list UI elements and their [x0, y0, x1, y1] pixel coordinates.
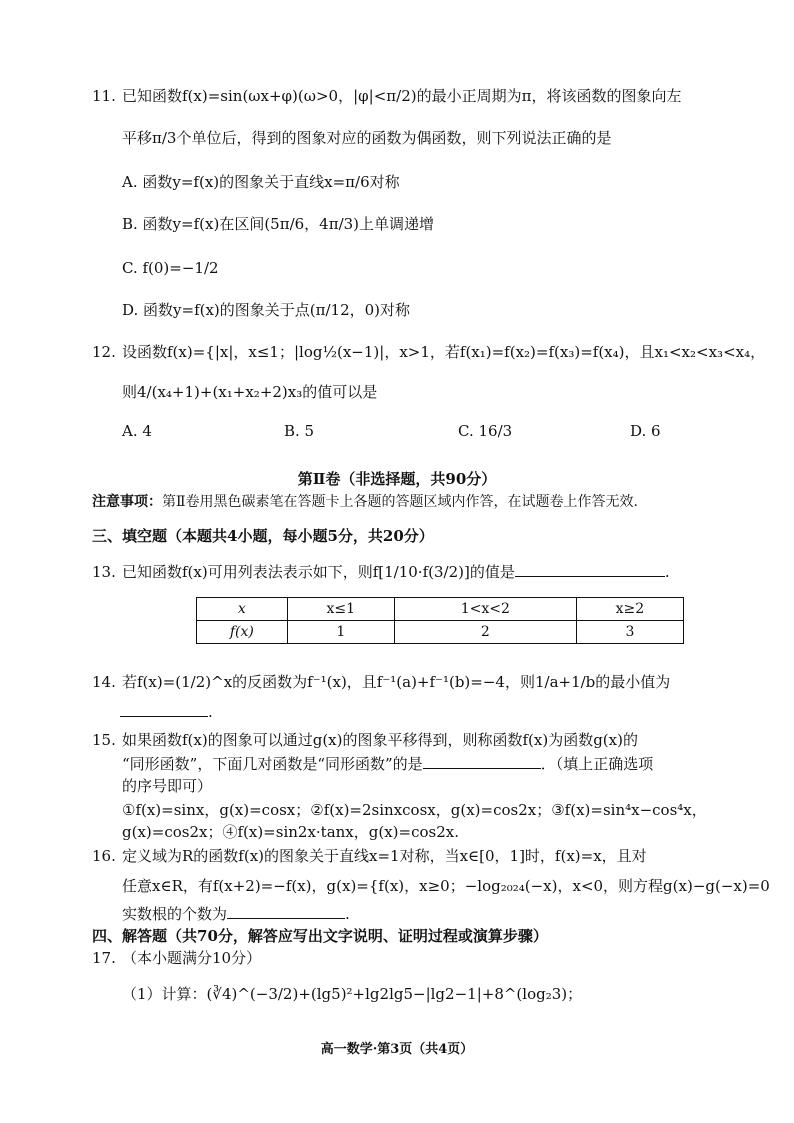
notice-text: 第Ⅱ卷用黑色碳素笔在答题卡上各题的答题区域内作答，在试题卷上作答无效. — [162, 494, 638, 510]
q16-line1-text: 定义域为R的函数f(x)的图象关于直线x=1对称，当x∈[0，1]时，f(x)=x，且对 — [122, 847, 647, 865]
q16-answer-blank — [227, 904, 345, 919]
q16-number: 16. — [92, 847, 116, 865]
table-row-label: f(x) — [197, 621, 288, 644]
q15-line4: ①f(x)=sinx，g(x)=cosx；②f(x)=2sinxcosx，g(x)=cos2x；③f(x)=sin⁴x−cos⁴x， — [122, 801, 707, 819]
q17-part1: （1）计算：(∛4)^(−3/2)+(lg5)²+lg2lg5−|lg2−1|+8^(log₂3)； — [122, 985, 583, 1003]
q11-stem-line1 — [92, 84, 764, 108]
q11-option-c: C. f(0)=−1/2 — [122, 259, 219, 277]
q16-line3-text: 实数根的个数为 — [122, 905, 228, 923]
q14-stem — [92, 670, 764, 694]
q16-line1 — [92, 844, 764, 868]
q17-number: 17. — [92, 949, 116, 967]
q14-stem-text: 若f(x)=(1/2)^x的反函数为f⁻¹(x)，且f⁻¹(a)+f⁻¹(b)=−4，则1/a+1/b的最小值为 — [122, 673, 671, 691]
q11-option-b: B. 函数y=f(x)在区间(5π/6，4π/3)上单调递增 — [122, 215, 435, 233]
table-header-col1: x≤1 — [287, 598, 394, 621]
q11-option-d: D. 函数y=f(x)的图象关于点(π/12，0)对称 — [122, 301, 411, 319]
q13-function-table — [196, 597, 684, 644]
q13-answer-blank — [515, 562, 665, 577]
q14-answer-blank — [120, 702, 208, 717]
q14-answer-line: . — [120, 700, 764, 724]
q12-option-a: A. 4 — [122, 422, 152, 440]
q15-line2 — [122, 752, 764, 776]
page-footer: 高一数学·第3页（共4页） — [320, 1042, 474, 1057]
q15-line1-text: 如果函数f(x)的图象可以通过g(x)的图象平移得到，则称函数f(x)为函数g(x)的 — [122, 731, 638, 749]
table-value-3: 3 — [576, 621, 683, 644]
table-row-values — [197, 621, 684, 644]
table-value-1: 1 — [287, 621, 394, 644]
q16-line3: 实数根的个数为 . — [122, 905, 350, 923]
section4-heading: 四、解答题（共70分，解答应写出文字说明、证明过程或演算步骤） — [92, 927, 548, 945]
section3-heading: 三、填空题（本题共4小题，每小题5分，共20分） — [92, 527, 434, 545]
q12-number: 12. — [92, 343, 116, 361]
q15-answer-blank — [423, 754, 541, 769]
q15-number: 15. — [92, 731, 116, 749]
q11-stem-1: 已知函数f(x)=sin(ωx+φ)(ω>0，|φ|<π/2)的最小正周期为π，将该函数的图象向左 — [122, 87, 682, 105]
q14-number: 14. — [92, 673, 116, 691]
part2-title: 第Ⅱ卷（非选择题，共90分） — [297, 470, 497, 488]
q11-option-a: A. 函数y=f(x)的图象关于直线x=π/6对称 — [122, 173, 400, 191]
q13-stem-text: 已知函数f(x)可用列表法表示如下，则f[1/10·f(3/2)]的值是 — [122, 563, 515, 581]
q15-line1 — [92, 728, 764, 752]
notice-label: 注意事项： — [92, 494, 162, 510]
q17-head — [92, 946, 764, 970]
q17-head-text: （本小题满分10分） — [122, 949, 262, 967]
q11-number: 11. — [92, 87, 116, 105]
q12-stem-line2: 则4/(x₄+1)+(x₁+x₂+2)x₃的值可以是 — [122, 383, 378, 401]
q12-option-d: D. 6 — [630, 422, 661, 440]
q15-line2b: ．（填上正确选项 — [540, 755, 654, 773]
q13-stem: 13. 已知函数f(x)可用列表法表示如下，则f[1/10·f(3/2)]的值是 . — [92, 560, 764, 584]
q11-stem-line2: 平移π/3个单位后，得到的图象对应的函数为偶函数，则下列说法正确的是 — [122, 129, 612, 147]
q16-line2: 任意x∈R，有f(x+2)=−f(x)，g(x)={f(x)，x≥0；−log₂₀₂₄(−x)，x<0，则方程g(x)−g(−x)=0 — [122, 877, 770, 895]
q12-option-b: B. 5 — [284, 422, 315, 440]
table-value-2: 2 — [394, 621, 576, 644]
q12-stem-1: 设函数f(x)={|x|，x≤1；|log½(x−1)|，x>1，若f(x₁)=f(x₂)=f(x₃)=f(x₄)，且x₁<x₂<x₃<x₄， — [122, 343, 766, 361]
table-header-x: x — [197, 598, 288, 621]
part2-notice — [92, 490, 764, 514]
q15-line2a: “同形函数”，下面几对函数是“同形函数”的是 — [122, 755, 423, 773]
q12-option-c: C. 16/3 — [458, 422, 513, 440]
table-header-col3: x≥2 — [576, 598, 683, 621]
q13-number: 13. — [92, 563, 116, 581]
table-row-header — [197, 598, 684, 621]
table-header-col2: 1<x<2 — [394, 598, 576, 621]
q15-line3: 的序号即可） — [122, 777, 213, 795]
q15-line5: g(x)=cos2x；④f(x)=sin2x·tanx，g(x)=cos2x. — [122, 823, 460, 841]
q12-stem-line1 — [92, 340, 764, 364]
